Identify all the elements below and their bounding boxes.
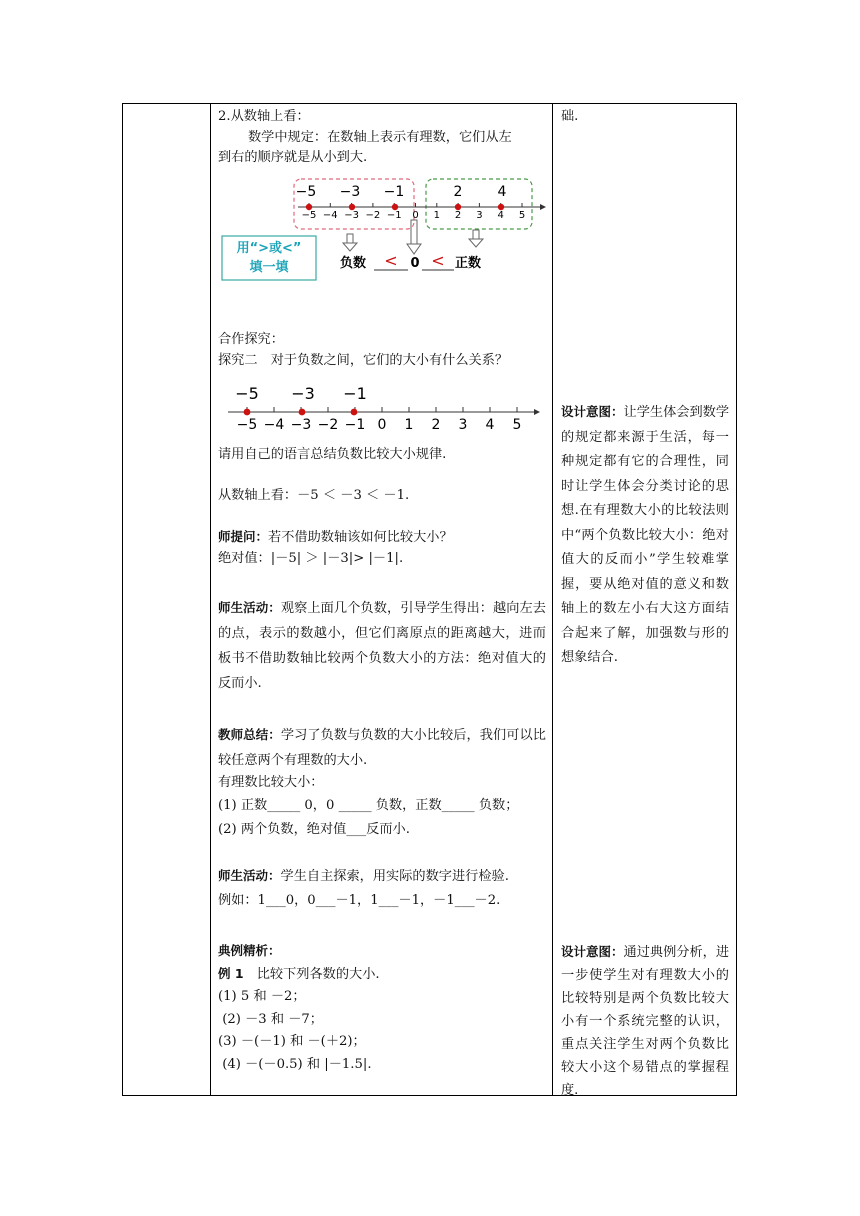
axis-tick-label: −3: [290, 417, 312, 433]
axis-tick-labels-1: [302, 210, 526, 221]
pos-label-1: 2: [453, 184, 463, 200]
axis-tick-label: 4: [497, 210, 504, 221]
explore-section: [218, 330, 548, 371]
number-line-figure-1: [218, 174, 548, 286]
axis-tick-label: −1: [344, 417, 366, 433]
down-arrow-neg: [343, 234, 357, 251]
explore-two-question: 探究二 对于负数之间，它们的大小有什么关系？: [218, 352, 509, 368]
axis-tick-label: 3: [458, 417, 468, 433]
rule-line-2: 到右的顺序就是从小到大.: [218, 150, 368, 165]
axis-tick-label: 4: [485, 417, 495, 433]
axis-tick-label: −4: [263, 417, 285, 433]
axis-ticks-1: [309, 203, 522, 207]
example-item-1: (1) 5 和 －2；: [218, 989, 306, 1004]
axis-tick-label: 5: [512, 417, 522, 433]
example-one: [218, 963, 546, 987]
design-intent-two: [561, 940, 729, 1102]
from-axis-compare: 从数轴上看：－5 ＜ －3 ＜ －1.: [218, 488, 410, 503]
rational-compare: 有理数比较大小：: [218, 775, 324, 790]
activity-one: [218, 595, 546, 696]
axis-tick-label: −5: [236, 417, 258, 433]
teacher-question-text: 若不借助数轴该如何比较大小？: [268, 530, 453, 545]
absolute-value-compare: 绝对值：|－5| ＞ |－3|> |－1|.: [218, 550, 404, 566]
activity-one-label: 师生活动：: [218, 600, 281, 615]
right-top-text: 础.: [561, 109, 579, 124]
fill-box-line-1: 用“>或<”: [236, 241, 302, 256]
summarize-rule: 请用自己的语言总结负数比较大小规律.: [218, 447, 447, 462]
design-two-label: 设计意图：: [561, 944, 624, 959]
design-intent-one: [561, 400, 729, 671]
design-one-label: 设计意图：: [561, 404, 624, 419]
middle-column: [218, 107, 548, 169]
fig2-label-3: −1: [343, 384, 367, 403]
pos-label-2: 4: [497, 184, 507, 200]
down-arrow-zero: [407, 220, 421, 254]
fig2-point-minus-3: [299, 409, 306, 416]
item-one: (1) 正数_____ 0，0 _____ 负数，正数_____ 负数；: [218, 797, 519, 813]
axis-ticks-2: [247, 407, 517, 412]
axis-tick-label: 5: [518, 210, 526, 221]
fig2-point-minus-1: [351, 409, 358, 416]
example-heading: 典例精析：: [218, 943, 281, 958]
example-item-2: (2) －3 和 －7；: [218, 1011, 323, 1027]
axis-tick-label: 2: [431, 417, 441, 433]
example-check: 例如：1___0，0___－1，1___－1，－1___－2.: [218, 892, 501, 908]
example-one-text: 比较下列各数的大小.: [243, 966, 380, 982]
axis-tick-label: 3: [476, 210, 483, 221]
fig2-point-minus-5: [244, 409, 251, 416]
axis-tick-label: −1: [386, 210, 402, 221]
teacher-question-label: 师提问：: [218, 529, 269, 544]
axis-tick-label: 1: [433, 210, 440, 221]
axis-arrow-1: [540, 204, 546, 210]
negative-word: 负数: [340, 256, 367, 271]
neg-label-2: −3: [339, 184, 361, 200]
column-divider-left: [210, 104, 211, 1095]
number-line-figure-2: [222, 380, 542, 436]
fig2-label-2: −3: [291, 384, 315, 403]
axis-tick-label: −2: [317, 417, 339, 433]
activity-two-label: 师生活动：: [218, 867, 281, 883]
rule-line-1: 数学中规定：在数轴上表示有理数，它们从左: [248, 129, 512, 145]
example-item-3: (3) －(－1) 和 －(＋2)；: [218, 1034, 366, 1049]
rule-section: [218, 445, 546, 913]
axis-tick-label: −3: [344, 210, 359, 221]
right-top: [561, 107, 731, 128]
heading-axis: 2.从数轴上看：: [218, 109, 310, 124]
down-arrow-pos: [469, 230, 483, 247]
teacher-summary-label: 教师总结：: [218, 727, 281, 742]
zero-label: 0: [410, 256, 420, 271]
axis-tick-label: 1: [404, 417, 414, 433]
axis-tick-label: −4: [322, 210, 338, 221]
point-minus-5: [306, 204, 312, 210]
point-4: [498, 204, 504, 210]
axis-tick-label: 0: [412, 210, 419, 221]
point-minus-1: [392, 204, 398, 210]
axis-tick-label: 2: [454, 210, 462, 221]
axis-tick-labels-2: [237, 417, 522, 433]
positive-word: 正数: [455, 256, 482, 271]
neg-label-3: −1: [383, 184, 405, 200]
less-than-2: <: [431, 251, 445, 270]
example-item-4: (4) －(－0.5) 和 |－1.5|.: [218, 1056, 372, 1072]
axis-tick-label: −2: [365, 210, 381, 221]
item-two: (2) 两个负数，绝对值___反而小.: [218, 821, 410, 837]
coop-heading: 合作探究：: [218, 332, 284, 347]
point-2: [455, 204, 461, 210]
less-than-1: <: [384, 251, 398, 270]
design-one-text: 让学生体会到数学的规定都来源于生活，每一种规定都有它的合理性，同时让学生体会分类讨论的思想.在有理数大小的比较法则中“两个负数比较大小：绝对值大的反而小”学生较难掌握，要从绝对值的意义和数轴上的数左小右大这方面结合起来了解，加强数与形的想象结合.: [561, 405, 730, 665]
activity-one-text: 观察上面几个负数，引导学生得出：越向左去的点，表示的数越小，但它们离原点的距离越大，进而板书不借助数轴比较两个负数大小的方法：绝对值大的反而小.: [218, 601, 546, 691]
column-divider-right: [552, 104, 553, 1095]
point-minus-3: [349, 204, 355, 210]
teacher-summary-text: 学习了负数与负数的大小比较后，我们可以比较任意两个有理数的大小.: [218, 728, 546, 768]
activity-two: [218, 864, 546, 889]
activity-two-text: 学生自主探索，用实际的数字进行检验.: [280, 868, 509, 884]
axis-tick-label: 0: [377, 417, 387, 433]
teacher-question: [218, 527, 546, 549]
neg-label-1: −5: [295, 184, 317, 200]
design-two-text: 通过典例分析，进一步使学生对有理数大小的比较特别是两个负数比较大小有一个系统完整的认识，重点关注学生对两个负数比较大小这个易错点的掌握程度.: [561, 945, 730, 1098]
fill-box-line-2: 填一填: [249, 260, 289, 275]
axis-arrow-2: [534, 409, 540, 415]
fig2-label-1: −5: [235, 384, 259, 403]
example-one-label: 例 1: [218, 965, 244, 981]
axis-tick-label: −5: [301, 210, 317, 221]
example-section: [218, 940, 546, 1076]
teacher-summary: [218, 722, 546, 773]
